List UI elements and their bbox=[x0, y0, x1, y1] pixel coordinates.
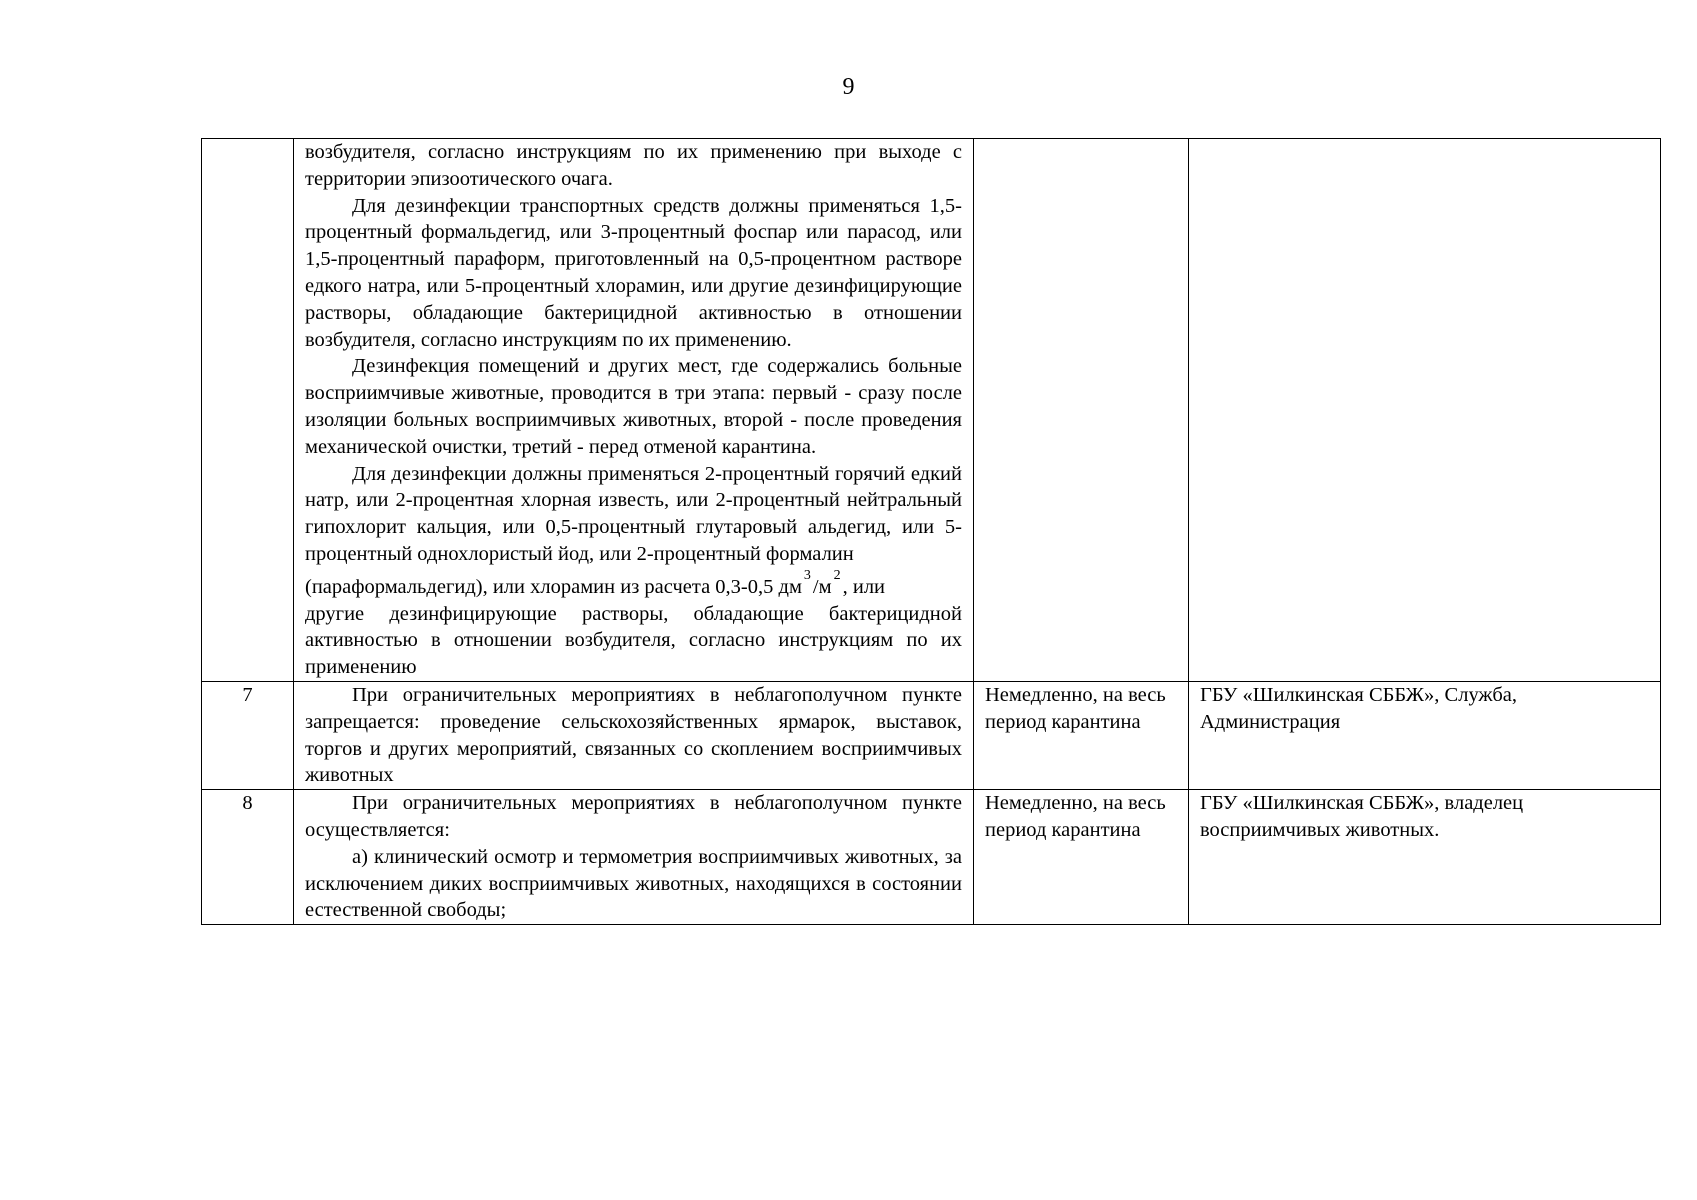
responsible-cell bbox=[1189, 139, 1661, 682]
row-number: 7 bbox=[202, 681, 294, 789]
measure-description bbox=[294, 681, 974, 789]
table-row bbox=[202, 681, 1661, 789]
measure-description bbox=[294, 790, 974, 925]
superscript: 3 bbox=[803, 567, 811, 583]
row-number bbox=[202, 139, 294, 682]
paragraph: а) клинический осмотр и термометрия восприимчивых животных, за исключением диких восприимчивых животных, находящихся в состоянии естественной свободы; bbox=[305, 845, 962, 922]
responsible-cell: ГБУ «Шилкинская СББЖ», Служба, Администрация bbox=[1189, 681, 1661, 789]
measures-table bbox=[201, 138, 1661, 925]
row-number: 8 bbox=[202, 790, 294, 925]
formula-text: , или bbox=[842, 575, 886, 598]
paragraph: Для дезинфекции транспортных средств должны применяться 1,5-процентный формальдегид, или 3-процентный фоспар или парасод, или 1,5-процентный параформ, приготовленный на 0,5-процентном растворе едкого натра, или 5-процентный хлорамин, или другие дезинфицирующие растворы, обладающие бактерицидной активностью в отношении возбудителя, согласно инструкциям по их применению. bbox=[305, 194, 962, 351]
responsible-cell: ГБУ «Шилкинская СББЖ», владелец восприимчивых животных. bbox=[1189, 790, 1661, 925]
table-row bbox=[202, 139, 1661, 682]
paragraph: Дезинфекция помещений и других мест, где содержались больные восприимчивые животные, проводится в три этапа: первый - сразу после изоляции больных восприимчивых животных, второй - после проведения механической очистки, третий - перед отменой карантина. bbox=[305, 355, 962, 458]
paragraph: Для дезинфекции должны применяться 2-процентный горячий едкий натр, или 2-процентная хлорная известь, или 2-процентный нейтральный гипохлорит кальция, или 0,5-процентный глутаровый альдегид, или 5-процентный однохлористый йод, или 2-процентный формалин bbox=[305, 462, 962, 565]
table-row bbox=[202, 790, 1661, 925]
term-cell: Немедленно, на весь период карантина bbox=[974, 790, 1189, 925]
term-cell: Немедленно, на весь период карантина bbox=[974, 681, 1189, 789]
formula-line bbox=[305, 568, 962, 601]
paragraph: При ограничительных мероприятиях в неблагополучном пункте осуществляется: bbox=[305, 792, 962, 841]
page-number: 9 bbox=[842, 74, 855, 100]
formula-text: (параформальдегид), или хлорамин из расчета 0,3-0,5 дм bbox=[305, 575, 802, 598]
paragraph: При ограничительных мероприятиях в неблагополучном пункте запрещается: проведение сельскохозяйственных ярмарок, выставок, торгов и других мероприятий, связанных со скоплением восприимчивых животных bbox=[305, 683, 962, 787]
measure-description bbox=[294, 139, 974, 682]
superscript: 2 bbox=[833, 567, 841, 583]
term-cell bbox=[974, 139, 1189, 682]
paragraph: возбудителя, согласно инструкциям по их применению при выходе с территории эпизоотического очага. bbox=[305, 141, 962, 190]
formula-unit: /м bbox=[812, 575, 832, 598]
paragraph: другие дезинфицирующие растворы, обладающие бактерицидной активностью в отношении возбудителя, согласно инструкциям по их применению bbox=[305, 602, 962, 679]
